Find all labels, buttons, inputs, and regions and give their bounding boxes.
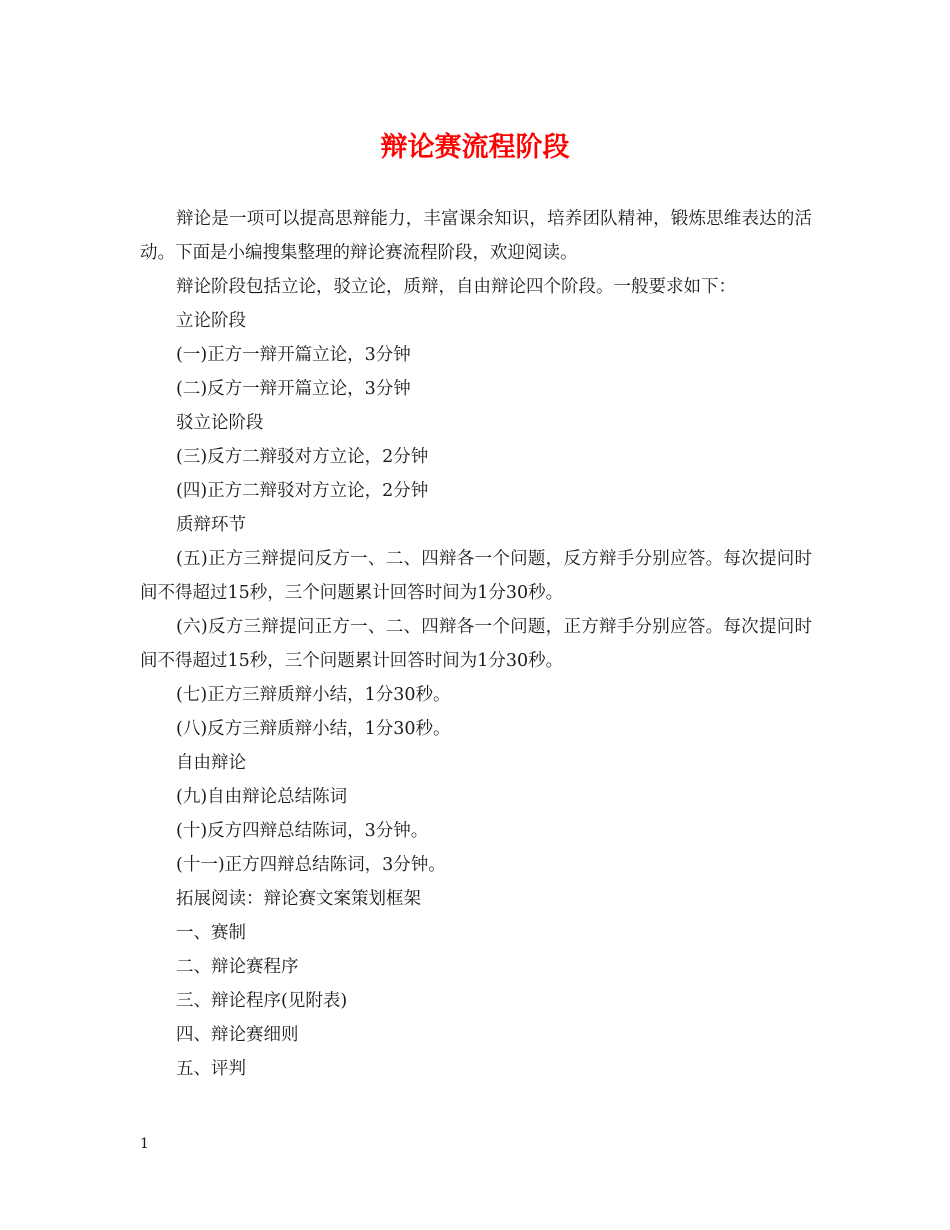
section-heading-opening: 立论阶段: [176, 311, 246, 331]
document-title: 辩论赛流程阶段: [380, 132, 570, 163]
section-heading-free-debate: 自由辩论: [176, 753, 246, 773]
outline-item: 一、赛制: [176, 923, 246, 943]
list-item: (五)正方三辩提问反方一、二、四辩各一个问题，反方辩手分别应答。每次提问时间不得超过15秒，三个问题累计回答时间为1分30秒。: [140, 549, 812, 603]
outline-item: 二、辩论赛程序: [176, 957, 299, 977]
list-item: (十一)正方四辩总结陈词，3分钟。: [176, 855, 446, 875]
outline-item: 四、辩论赛细则: [176, 1025, 299, 1045]
list-item: (二)反方一辩开篇立论，3分钟: [176, 379, 411, 399]
page-number: 1: [140, 1136, 149, 1152]
extended-reading-heading: 拓展阅读：辩论赛文案策划框架: [176, 889, 421, 909]
list-item: (九)自由辩论总结陈词: [176, 787, 348, 807]
paragraph-overview: 辩论阶段包括立论，驳立论，质辩，自由辩论四个阶段。一般要求如下：: [176, 277, 736, 297]
paragraph-intro: 辩论是一项可以提高思辩能力，丰富课余知识，培养团队精神，锻炼思维表达的活动。下面是小编搜集整理的辩论赛流程阶段，欢迎阅读。: [140, 209, 812, 263]
list-item: (十)反方四辩总结陈词，3分钟。: [176, 821, 429, 841]
list-item: (四)正方二辩驳对方立论，2分钟: [176, 481, 429, 501]
list-item: (三)反方二辩驳对方立论，2分钟: [176, 447, 429, 467]
list-item: (八)反方三辩质辩小结，1分30秒。: [176, 719, 451, 739]
document-body: [140, 202, 812, 1086]
outline-item: 三、辩论程序(见附表): [176, 991, 348, 1011]
list-item: (一)正方一辩开篇立论，3分钟: [176, 345, 411, 365]
section-heading-rebuttal: 驳立论阶段: [176, 413, 264, 433]
list-item: (七)正方三辩质辩小结，1分30秒。: [176, 685, 451, 705]
outline-item: 五、评判: [176, 1059, 246, 1079]
list-item: (六)反方三辩提问正方一、二、四辩各一个问题，正方辩手分别应答。每次提问时间不得超过15秒，三个问题累计回答时间为1分30秒。: [140, 617, 812, 671]
section-heading-cross-examination: 质辩环节: [176, 515, 246, 535]
